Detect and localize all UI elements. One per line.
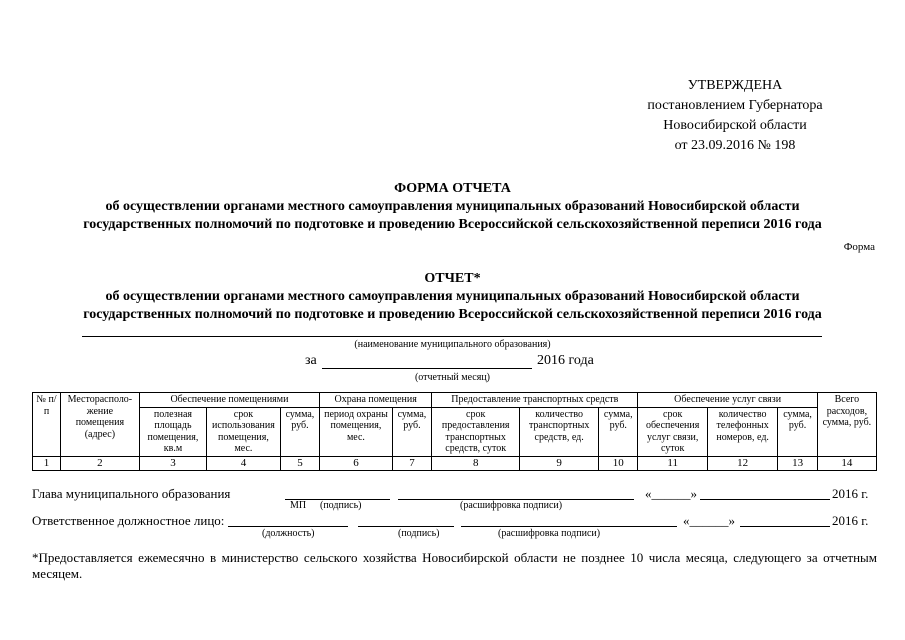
column-number: 14 — [817, 456, 876, 471]
head-date-month-line[interactable] — [700, 499, 830, 500]
period-prefix: за — [305, 353, 317, 368]
head-year: 2016 г. — [832, 486, 869, 501]
form-title-line-3: государственных полномочий по подготовке и проведению Всероссийской сельскохозяйственной переписи 2016 года — [83, 217, 822, 232]
responsible-year: 2016 г. — [832, 513, 869, 528]
column-number: 7 — [392, 456, 431, 471]
municipality-caption: (наименование муниципального образования) — [354, 339, 551, 350]
column-number: 9 — [520, 456, 599, 471]
column-number: 2 — [60, 456, 139, 471]
report-title-line-2: об осуществлении органами местного самоуправления муниципальных образований Новосибирской области — [105, 289, 800, 304]
header-phone-qty: количество телефонных номеров, ед. — [707, 407, 777, 456]
approval-line-4: от 23.09.2016 № 198 — [674, 138, 796, 153]
column-number: 8 — [432, 456, 520, 471]
header-guard-period: период охраны помещения, мес. — [320, 407, 393, 456]
column-number: 11 — [638, 456, 707, 471]
period-suffix: 2016 года — [537, 353, 594, 368]
responsible-position-line[interactable] — [228, 526, 348, 527]
report-title-heading: ОТЧЕТ* — [424, 271, 481, 286]
column-number: 5 — [280, 456, 319, 471]
head-decode-caption: (расшифровка подписи) — [460, 500, 563, 511]
header-use-term: срок использования помещения, мес. — [207, 407, 281, 456]
report-title-line-3: государственных полномочий по подготовке и проведению Всероссийской сельскохозяйственной переписи 2016 года — [83, 307, 822, 322]
header-sum-premises: сумма, руб. — [280, 407, 319, 456]
header-comm-term: срок обеспечения услуг связи, суток — [638, 407, 707, 456]
header-sum-guard: сумма, руб. — [392, 407, 431, 456]
mp-label: МП — [290, 500, 307, 511]
header-transport-term: срок предоставления транспортных средств, суток — [432, 407, 520, 456]
head-sign-caption: (подпись) — [320, 500, 362, 511]
approval-line-3: Новосибирской области — [663, 118, 807, 133]
municipality-name-line[interactable] — [82, 336, 822, 337]
column-number: 1 — [33, 456, 61, 471]
period-month-line[interactable] — [322, 368, 532, 369]
approval-line-2: постановлением Губернатора — [647, 98, 823, 113]
header-sum-comm: сумма, руб. — [778, 407, 817, 456]
responsible-sign-caption: (подпись) — [398, 528, 440, 539]
header-total: Всего расходов, сумма, руб. — [817, 393, 876, 457]
header-group-communication: Обеспечение услуг связи — [638, 393, 817, 408]
footnote: *Предоставляется ежемесячно в министерство сельского хозяйства Новосибирской области не позднее 10 числа месяца, следующего за отчетным месяцем. — [32, 550, 877, 581]
approval-stamp — [600, 76, 870, 156]
position-caption: (должность) — [262, 528, 315, 539]
header-group-transport: Предоставление транспортных средств — [432, 393, 638, 408]
column-number: 12 — [707, 456, 777, 471]
responsible-date-day[interactable]: «______» — [683, 513, 735, 528]
form-title — [30, 180, 875, 234]
table-header-row-2 — [33, 407, 877, 456]
head-date-day[interactable]: «______» — [645, 486, 697, 501]
column-number: 3 — [139, 456, 206, 471]
column-number: 10 — [599, 456, 638, 471]
form-title-line-2: об осуществлении органами местного самоуправления муниципальных образований Новосибирской области — [105, 199, 800, 214]
head-label: Глава муниципального образования — [32, 486, 231, 501]
header-area: полезная площадь помещения, кв.м — [139, 407, 206, 456]
header-number: № п/п — [33, 393, 61, 457]
form-title-heading: ФОРМА ОТЧЕТА — [394, 181, 511, 196]
responsible-label: Ответственное должностное лицо: — [32, 513, 225, 528]
column-number: 6 — [320, 456, 393, 471]
table-header-row-1 — [33, 393, 877, 408]
responsible-date-month-line[interactable] — [740, 526, 830, 527]
table-column-numbers-row — [33, 456, 877, 471]
header-location: Месторасполо-жение помещения (адрес) — [60, 393, 139, 457]
responsible-decode-caption: (расшифровка подписи) — [498, 528, 601, 539]
forma-label: Форма — [843, 241, 875, 253]
responsible-sign-line[interactable] — [358, 526, 454, 527]
header-transport-qty: количество транспортных средств, ед. — [520, 407, 599, 456]
period-caption: (отчетный месяц) — [414, 372, 491, 383]
header-sum-transport: сумма, руб. — [599, 407, 638, 456]
column-number: 4 — [207, 456, 281, 471]
column-number: 13 — [778, 456, 817, 471]
responsible-decode-line[interactable] — [461, 526, 677, 527]
report-title — [30, 270, 875, 324]
header-group-premises: Обеспечение помещениями — [139, 393, 319, 408]
approval-line-1: УТВЕРЖДЕНА — [687, 78, 783, 93]
header-group-guard: Охрана помещения — [320, 393, 432, 408]
report-table — [32, 392, 877, 471]
